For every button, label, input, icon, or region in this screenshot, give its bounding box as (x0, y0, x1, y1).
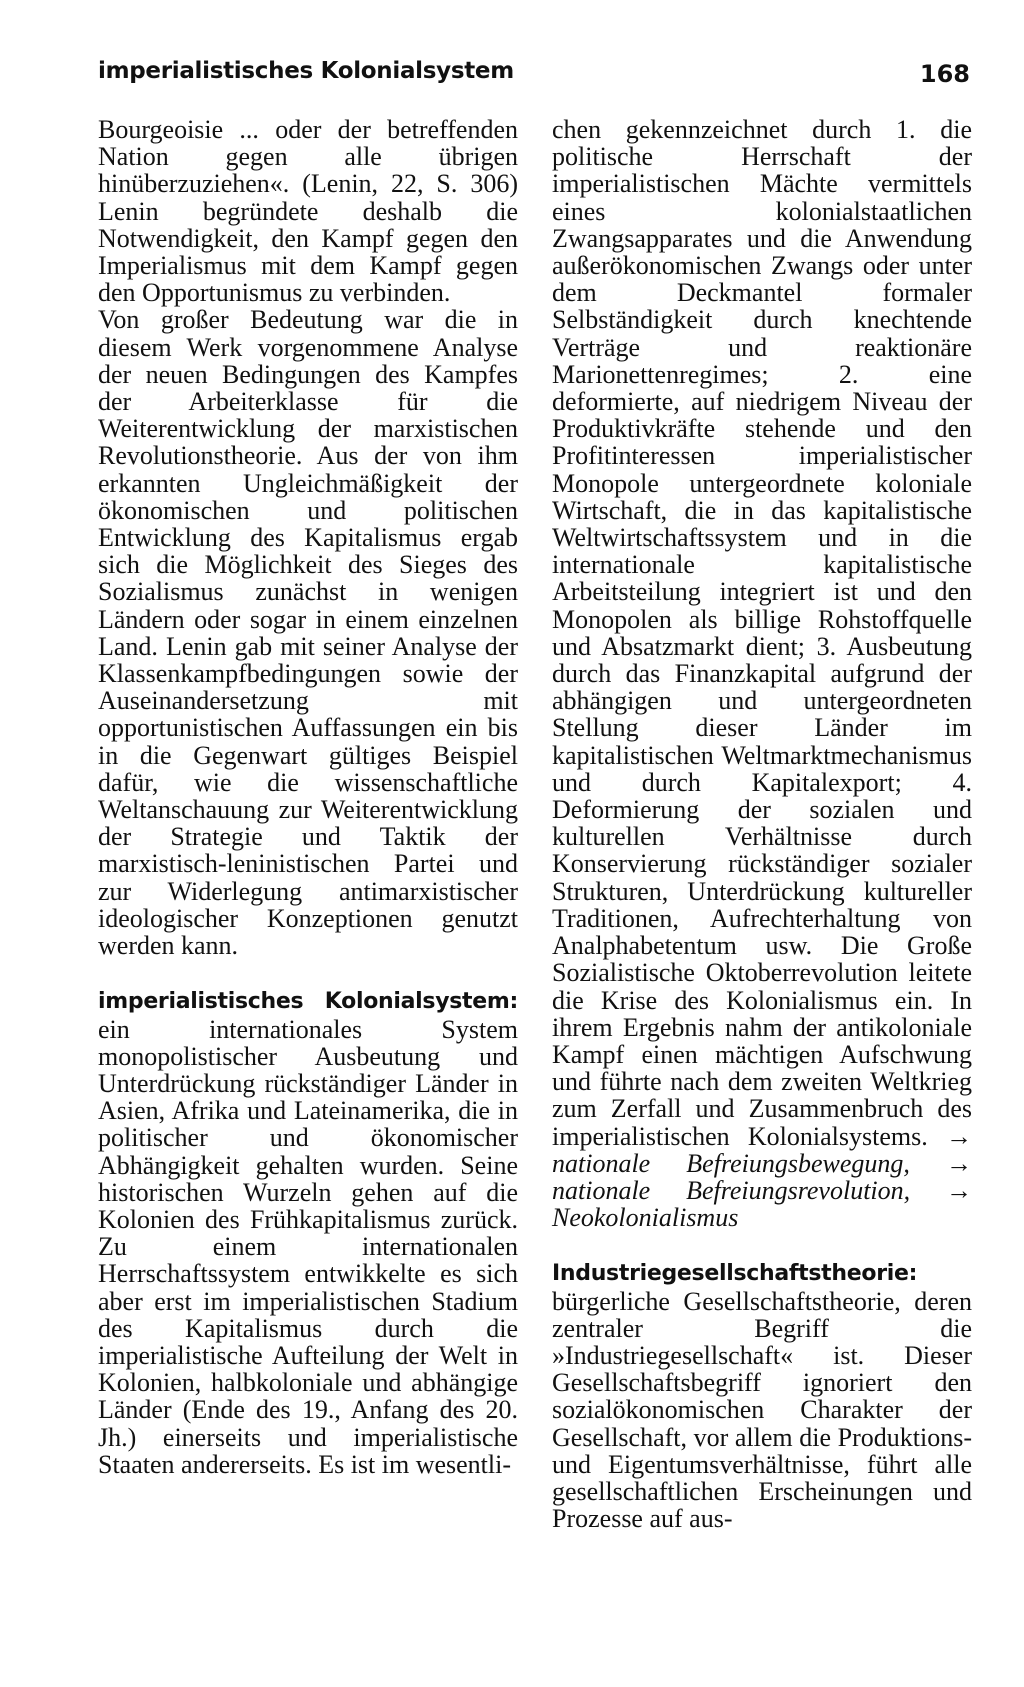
arrow-icon: → (946, 1148, 972, 1178)
paragraph-revolution-theory: Von großer Bedeutung war die in diesem Werk vorgenommene Analyse der neuen Bedingungen des Kampfes der Arbeiterklasse für die Weiterentwicklung der marxistischen Revolutionstheorie. Aus der von ihm erkannten Ungleichmäßigkeit der ökonomischen und politischen Entwicklung des Kapitalismus ergab sich die Möglichkeit des Sieges des Sozialismus zunächst in wenigen Ländern oder sogar in einem einzelnen Land. Lenin gab mit seiner Analyse der Klassenkampfbedingungen sowie der Auseinandersetzung mit opportunistischen Auffassungen ein bis in die Gegenwart gültiges Beispiel dafür, wie die wissenschaftliche Weltanschauung zur Weiterentwicklung der Strategie und Taktik der marxistisch-leninistischen Partei und zur Widerlegung antimarxistischer ideologischer Konzeptionen genutzt werden kann. (98, 305, 518, 961)
right-column (552, 116, 972, 1532)
arrow-icon: → (946, 1121, 973, 1151)
paragraph-lenin-quote: Bourgeoisie ... oder der betreffenden Nation gegen alle übrigen hinüberzuziehen«. (Lenin, 22, S. 306) Lenin begründete deshalb die Notwendigkeit, den Kampf gegen den Imperialismus mit dem Kampf gegen den Opportunismus zu verbinden. (98, 115, 518, 308)
arrow-icon: → (946, 1175, 973, 1205)
entry-spacer (552, 1231, 972, 1258)
entry-industriegesellschaftstheorie (552, 1258, 972, 1532)
page-number: 168 (919, 60, 970, 88)
page-header (98, 58, 970, 98)
entry-definition: bürgerliche Gesellschaftstheorie, deren zentraler Begriff die »Industriegesellschaft« ist. Dieser Gesellschaftsbegriff ignoriert den sozialökonomischen Charakter der Gesellschaft, vor allem die Produktions- und Eigentumsverhältnisse, führt alle gesellschaftlichen Erscheinungen und Prozesse auf aus- (552, 1286, 972, 1534)
entry-keyword: Industriegesellschaftstheorie: (552, 1261, 918, 1287)
entry-keyword: imperialistisches Kolonialsystem: (98, 989, 518, 1015)
paragraph-characteristics (552, 116, 972, 1231)
left-column (98, 116, 518, 1478)
xref-neokolonialismus[interactable]: Neokolonialismus (552, 1203, 739, 1233)
entry-definition: ein internationales System monopolistischer Ausbeutung und Unterdrückung rückständiger Länder in Asien, Afrika und Lateinamerika, die in politischer und ökonomischer Abhängigkeit gehalten wurden. Seine historischen Wurzeln gehen auf die Kolonien des Frühkapitalismus zurück. Zu einem internationalen Herrschaftssystem entwikkelte es sich aber erst im imperialistischen Stadium des Kapitalismus durch die imperialistische Aufteilung der Welt in Kolonien, halbkoloniale und abhängige Länder (Ende des 19., Anfang des 20. Jh.) einerseits und imperialistische Staaten andererseits. Es ist im wesentli- (98, 1014, 518, 1479)
entry-kolonialsystem (98, 986, 518, 1478)
xref-befreiungsrevolution[interactable]: nationale Befreiungsrevolution, (552, 1175, 911, 1205)
running-head: imperialistisches Kolonialsystem (98, 58, 514, 84)
entry-spacer (98, 959, 518, 986)
xref-befreiungsbewegung[interactable]: nationale Befreiungsbewegung, (552, 1148, 910, 1178)
characteristics-text: chen gekennzeichnet durch 1. die politische Herrschaft der imperialistischen Mächte vermittels eines kolonialstaatlichen Zwangsapparates und die Anwendung außerökonomischen Zwangs oder unter dem Deckmantel formaler Selbständigkeit durch knechtende Verträge und reaktionäre Marionettenregimes; 2. eine deformierte, auf niedrigem Niveau der Produktivkräfte stehende und den Profitinteressen imperialistischer Monopole untergeordnete koloniale Wirtschaft, die in das kapitalistische Weltwirtschaftssystem und in die internationale kapitalistische Arbeitsteilung integriert ist und den Monopolen als billige Rohstoffquelle und Absatzmarkt dient; 3. Ausbeutung durch das Finanzkapital aufgrund der abhängigen und untergeordneten Stellung dieser Länder im kapitalistischen Weltmarktmechanismus und durch Kapitalexport; 4. Deformierung der sozialen und kulturellen Verhältnisse durch Konservierung rückständiger sozialer Strukturen, Unterdrückung kultureller Traditionen, Aufrechterhaltung von Analphabetentum usw. Die Große Sozialistische Oktoberrevolution leitete die Krise des Kolonialismus ein. In ihrem Ergebnis nahm der antikoloniale Kampf einen mächtigen Aufschwung und führte nach dem zweiten Weltkrieg zum Zerfall und Zusammenbruch des imperialistischen Kolonialsystems. (552, 115, 972, 1151)
